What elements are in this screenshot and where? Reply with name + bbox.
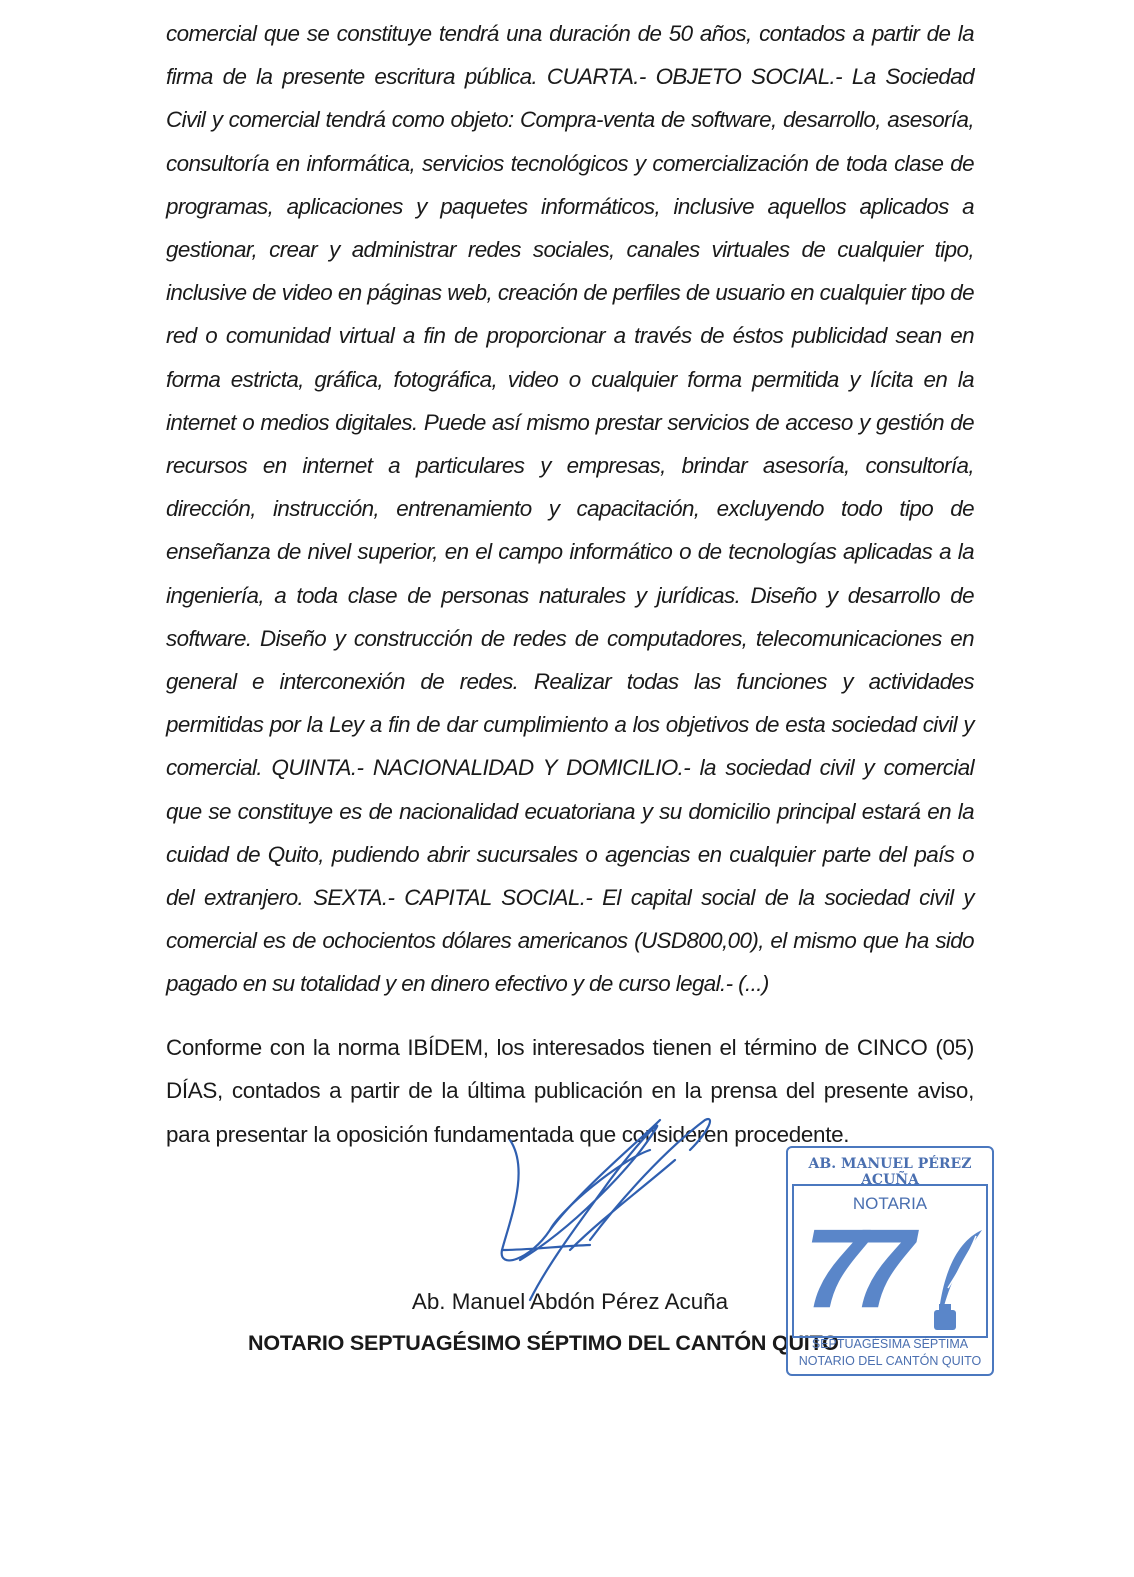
signature-icon (490, 1110, 740, 1310)
body-paragraph: comercial que se constituye tendrá una duración de 50 años, contados a partir de la firma de la presente escritura pública. CUARTA.- OBJETO SOCIAL.- La Sociedad Civil y comercial tendrá como objeto: Compra-venta de software, desarrollo, asesoría, consultoría en informática, servicios tecnológicos y comercialización de toda clase de programas, aplicaciones y paquetes informáticos, inclusive aquellos aplicados a gestionar, crear y administrar redes sociales, canales virtuales de cualquier tipo, inclusive de video en páginas web, creación de perfiles de usuario en cualquier tipo de red o comunidad virtual a fin de proporcionar a través de éstos publicidad sean en forma estricta, gráfica, fotográfica, video o cualquier forma permitida y lícita en la internet o medios digitales. Puede así mismo prestar servicios de acceso y gestión de recursos en internet a particulares y empresas, brindar asesoría, consultoría, dirección, instrucción, entrenamiento y capacitación, excluyendo todo tipo de enseñanza de nivel superior, en el campo informático o de tecnologías aplicadas a la ingeniería, a toda clase de personas naturales y jurídicas. Diseño y desarrollo de software. Diseño y construcción de redes de computadores, telecomunicaciones en general e interconexión de redes. Realizar todas las funciones y actividades permitidas por la Ley a fin de dar cumplimiento a los objetivos de esta sociedad civil y comercial. QUINTA.- NACIONALIDAD Y DOMICILIO.- la sociedad civil y comercial que se constituye es de nacionalidad ecuatoriana y su domicilio principal estará en la cuidad de Quito, pudiendo abrir sucursales o agencias en cualquier parte del país o del extranjero. SEXTA.- CAPITAL SOCIAL.- El capital social de la sociedad civil y comercial es de ochocientos dólares americanos (USD800,00), el mismo que ha sido pagado en su totalidad y en dinero efectivo y de curso legal.- (...) (166, 21, 974, 997)
stamp-bottom-line-1: SEPTUAGÉSIMA SÉPTIMA (811, 1337, 969, 1351)
notary-stamp (786, 1146, 994, 1382)
closing-paragraph: Conforme con la norma IBÍDEM, los interesados tienen el término de CINCO (05) DÍAS, contados a partir de la última publicación en la prensa del presente aviso, para presentar la oposición fundamentada que consideren procedente. (166, 1035, 974, 1147)
notary-name: Ab. Manuel Abdón Pérez Acuña (411, 1289, 729, 1314)
stamp-number: 77 (804, 1206, 901, 1331)
stamp-label: NOTARIA (852, 1194, 928, 1213)
stamp-inner-box (792, 1184, 988, 1338)
quill-icon (930, 1226, 986, 1336)
notary-title: NOTARIO SEPTUAGÉSIMO SÉPTIMO DEL CANTÓN QUITO (248, 1331, 839, 1355)
stamp-bottom-text (790, 1336, 990, 1370)
stamp-bottom-line-2: NOTARIO DEL CANTÓN QUITO (798, 1354, 982, 1368)
stamp-top-text: AB. MANUEL PÉREZ ACUÑA (808, 1156, 972, 1188)
